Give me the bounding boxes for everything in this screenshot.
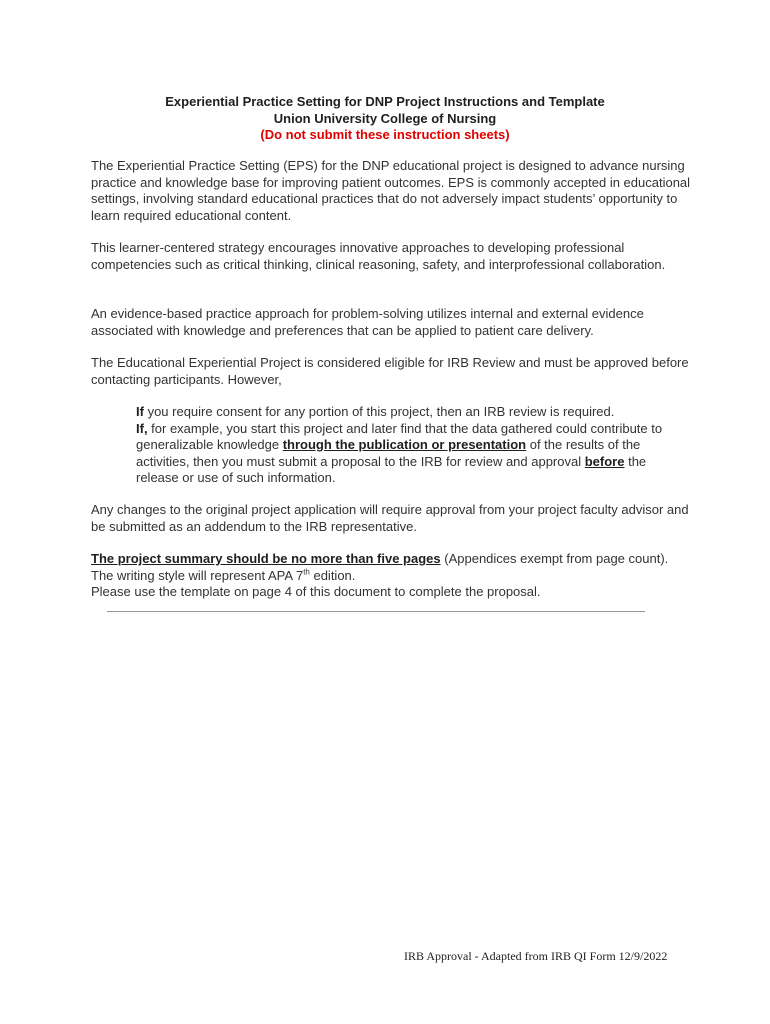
condition-text: for example, you start this project and later find that the data gathered could contribute to generalizable knowledge (136, 420, 663, 452)
institution-name: Union University College of Nursing (273, 110, 497, 126)
document-heading (0, 94, 770, 144)
irb-conditions (136, 404, 676, 487)
superscript-th: th (303, 567, 310, 577)
condition-keyword: If, (136, 420, 148, 436)
emphasis-publication: through the publication or presentation (282, 437, 527, 452)
document-title: Experiential Practice Setting for DNP Project Instructions and Template (165, 94, 605, 109)
condition-text: of the results of the activities, then you must submit a proposal to the IRB for review and approval (136, 437, 641, 469)
paragraph-irb-eligibility: The Educational Experiential Project is considered eligible for IRB Review and must be approved before contacting participants. However, (91, 355, 689, 387)
summary-text: (Appendices exempt from page count). The writing style will represent APA 7 (91, 551, 669, 583)
paragraph-summary (91, 551, 691, 601)
paragraph-changes: Any changes to the original project application will require approval from your project faculty advisor and be submitted as an addendum to the IRB representative. (91, 502, 689, 534)
condition-generalizable (136, 421, 676, 487)
paragraph-eps-description: The Experiential Practice Setting (EPS) for the DNP educational project is designed to advance nursing practice and knowledge base for improving patient outcomes. EPS is commonly accepted in educational settings, involving standard educational practices that do not adversely impact students’ opportunity to learn required educational content. (91, 158, 691, 223)
divider-line (107, 611, 645, 612)
condition-consent (136, 404, 676, 421)
warning-note: (Do not submit these instruction sheets) (260, 127, 510, 142)
paragraph-learner-centered: This learner-centered strategy encourages innovative approaches to developing professional competencies such as critical thinking, clinical reasoning, safety, and interprofessional collaboration. (91, 240, 666, 272)
page-footer: IRB Approval - Adapted from IRB QI Form 12/9/2022 (404, 949, 668, 963)
condition-text: the release or use of such information. (136, 453, 647, 485)
paragraph-evidence-based: An evidence-based practice approach for problem-solving utilizes internal and external evidence associated with knowledge and preferences that can be applied to patient care delivery. (91, 306, 644, 338)
summary-text: edition. (309, 567, 356, 583)
condition-keyword: If (136, 404, 144, 419)
condition-text: you require consent for any portion of this project, then an IRB review is required. (143, 404, 615, 419)
emphasis-before: before (584, 453, 625, 469)
template-note: Please use the template on page 4 of this document to complete the proposal. (91, 584, 541, 599)
summary-emphasis: The project summary should be no more than five pages (91, 551, 441, 566)
